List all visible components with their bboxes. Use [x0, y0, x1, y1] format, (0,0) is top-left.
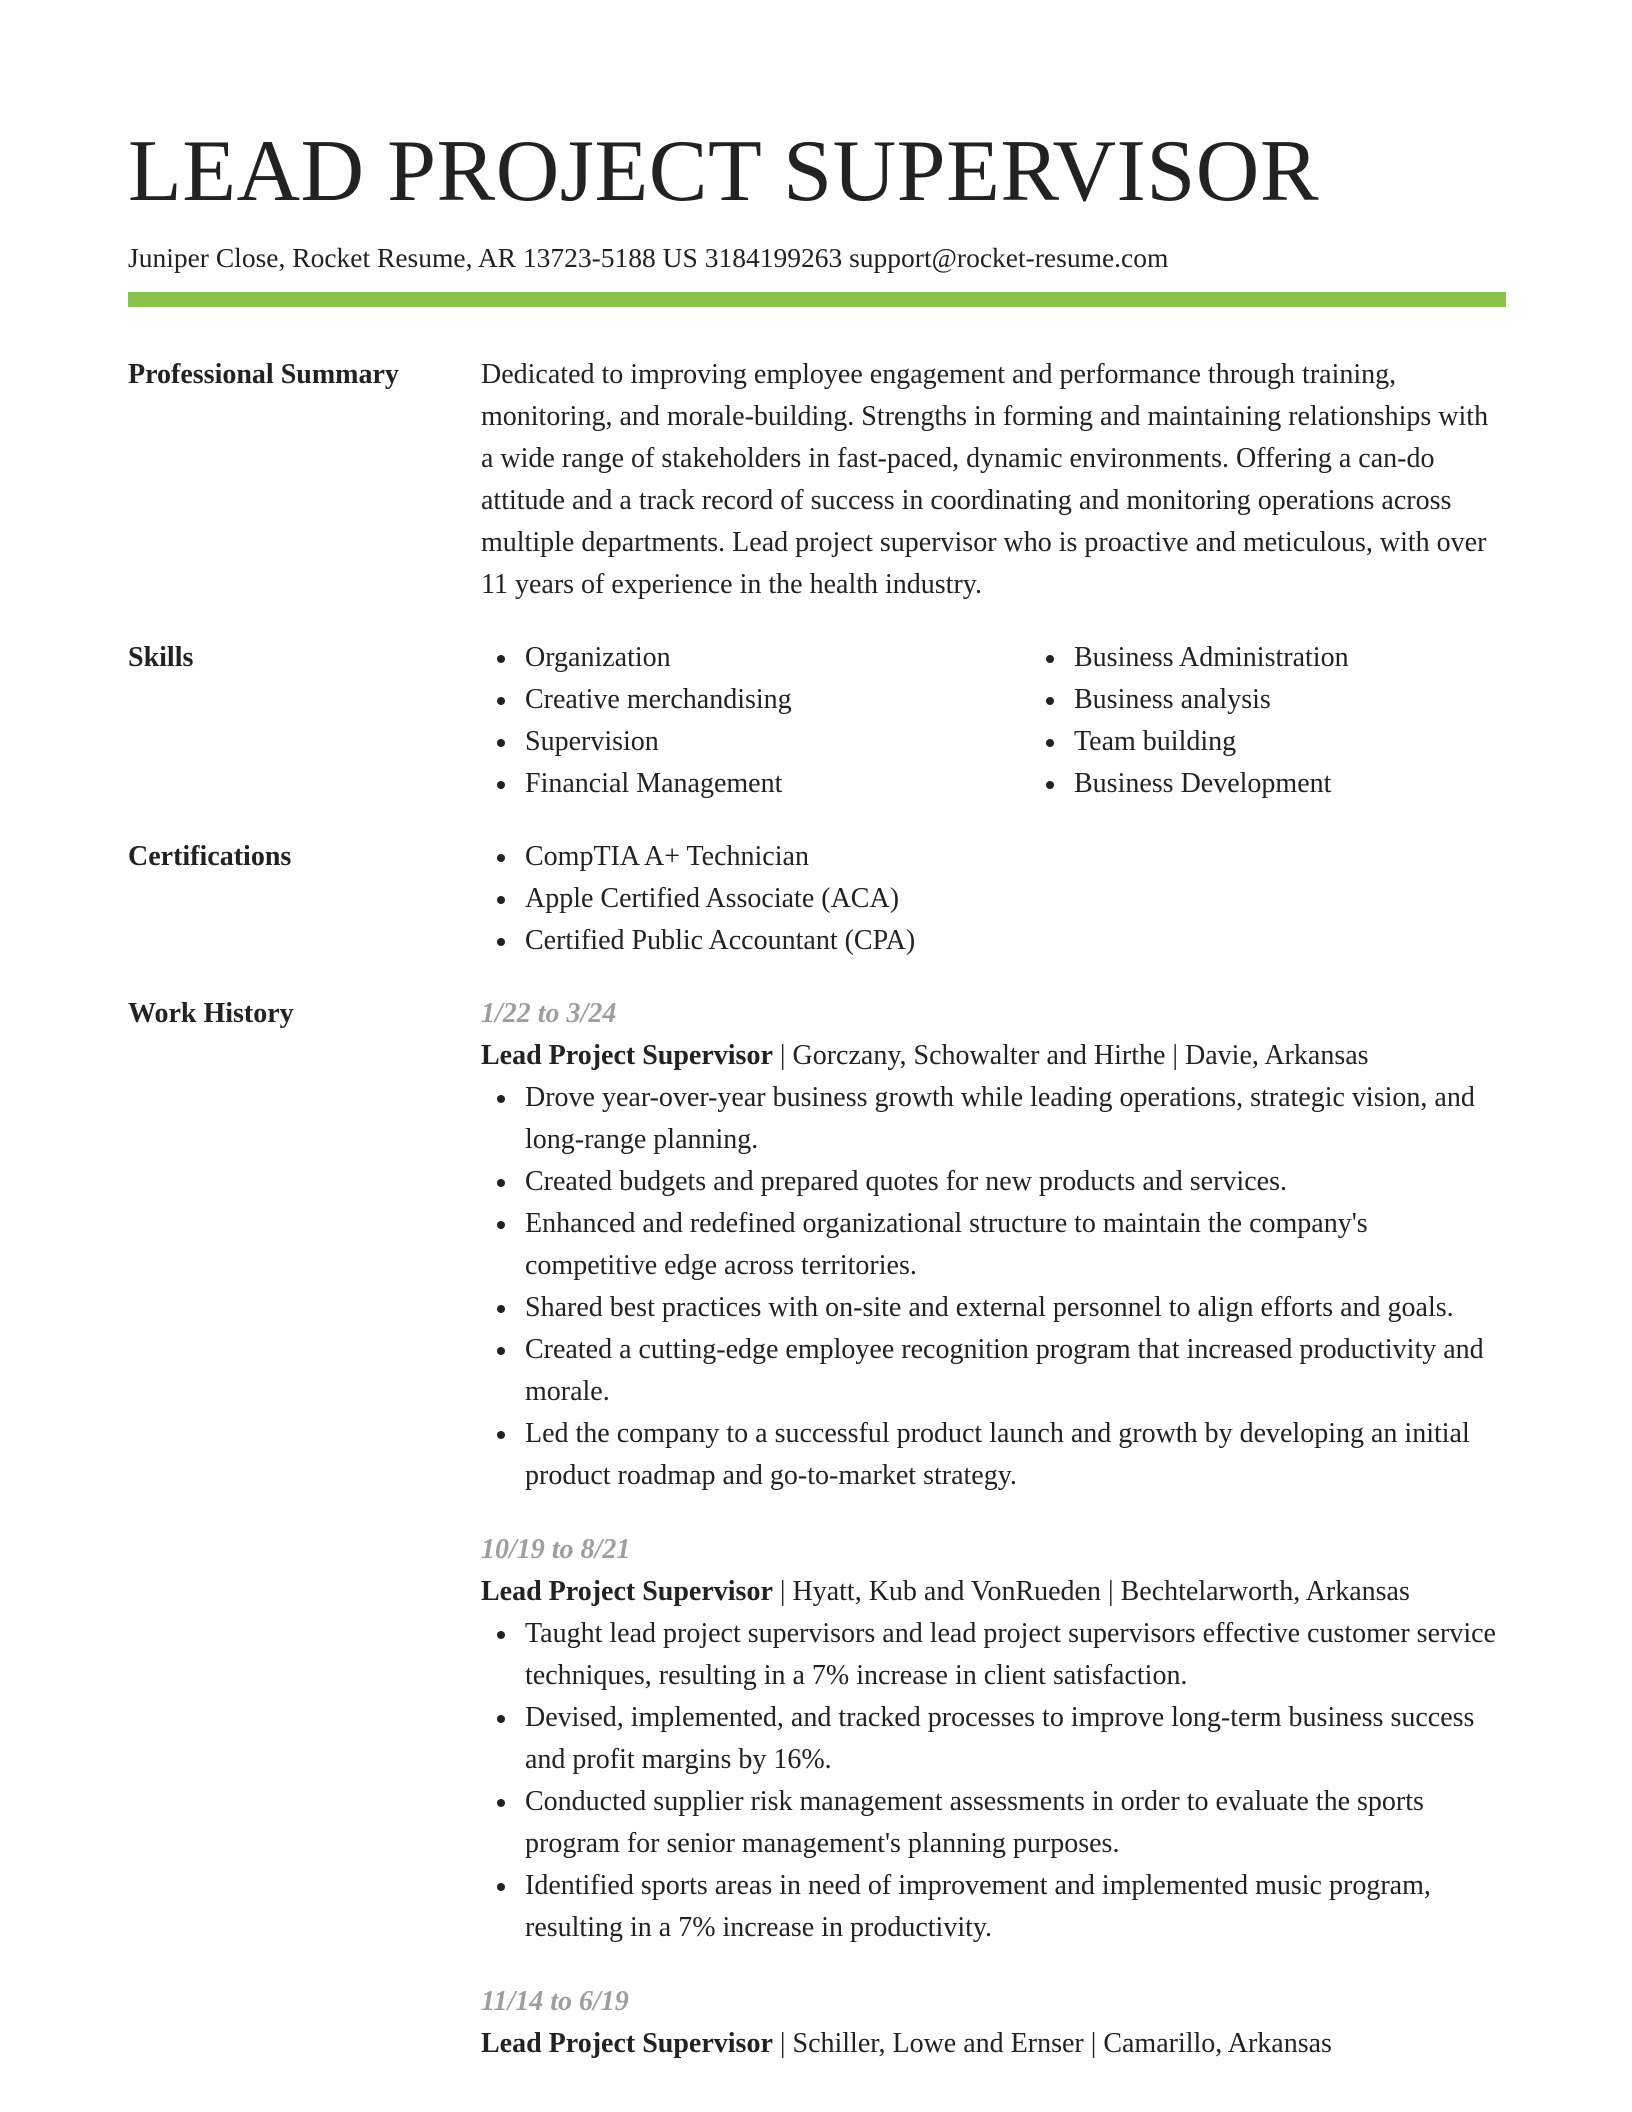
skill-item: Business Administration [1074, 637, 1579, 679]
job-dates: 11/14 to 6/19 [481, 1986, 629, 2017]
skill-item: Business analysis [1074, 679, 1579, 721]
resume-page [128, 0, 1506, 2065]
job-title: Lead Project Supervisor [481, 1576, 773, 1607]
certification-item: CompTIA A+ Technician [525, 836, 1506, 878]
job-bullet: Taught lead project supervisors and lead project supervisors effective customer service techniques, resulting in a 7% increase in client satisfaction. [525, 1613, 1506, 1697]
job-bullet: Conducted supplier risk management assessments in order to evaluate the sports program for senior management's planning purposes. [525, 1781, 1506, 1865]
certification-item: Apple Certified Associate (ACA) [525, 878, 1506, 920]
summary-section [128, 354, 1506, 606]
job-bullet: Created budgets and prepared quotes for new products and services. [525, 1161, 1506, 1203]
summary-content [481, 354, 1506, 606]
job-bullet: Shared best practices with on-site and external personnel to align efforts and goals. [525, 1287, 1506, 1329]
job-dates: 10/19 to 8/21 [481, 1534, 631, 1565]
certifications-content [481, 836, 1506, 962]
skill-item: Supervision [525, 721, 1030, 763]
job-title-line [481, 1571, 1506, 1613]
skill-item: Creative merchandising [525, 679, 1030, 721]
job-details: | Hyatt, Kub and VonRueden | Bechtelarworth, Arkansas [772, 1576, 1410, 1607]
job-bullets [481, 1613, 1506, 1949]
certifications-section [128, 836, 1506, 962]
work-history-content [481, 993, 1506, 2065]
accent-divider [128, 292, 1506, 307]
skill-item: Organization [525, 637, 1030, 679]
skill-item: Team building [1074, 721, 1579, 763]
skills-label: Skills [128, 642, 194, 673]
job-bullet: Identified sports areas in need of improvement and implemented music program, resulting in a 7% increase in productivity. [525, 1865, 1506, 1949]
skills-list-col1 [481, 637, 1030, 805]
certifications-list [481, 836, 1506, 962]
job-details: | Gorczany, Schowalter and Hirthe | Davie, Arkansas [772, 1040, 1369, 1071]
job-bullet: Created a cutting-edge employee recognition program that increased productivity and morale. [525, 1329, 1506, 1413]
job-bullet: Enhanced and redefined organizational structure to maintain the company's competitive edge across territories. [525, 1203, 1506, 1287]
job-title: Lead Project Supervisor [481, 1040, 773, 1071]
job-details: | Schiller, Lowe and Ernser | Camarillo, Arkansas [772, 2028, 1332, 2059]
skills-list-col2 [1030, 637, 1579, 805]
job-bullet: Devised, implemented, and tracked processes to improve long-term business success and profit margins by 16%. [525, 1697, 1506, 1781]
work-history-label: Work History [128, 998, 294, 1029]
job-entry [481, 1981, 1506, 2065]
summary-text: Dedicated to improving employee engagement and performance through training, monitoring, and morale-building. Strengths in forming and maintaining relationships with a wide range of stakeholders in fast-paced, dynamic environments. Offering a can-do attitude and a track record of success in coordinating and monitoring operations across multiple departments. Lead project supervisor who is proactive and meticulous, with over 11 years of experience in the health industry. [481, 359, 1489, 600]
skill-item: Business Development [1074, 763, 1579, 805]
job-dates: 1/22 to 3/24 [481, 998, 617, 1029]
job-bullets [481, 1077, 1506, 1497]
certifications-label: Certifications [128, 841, 292, 872]
job-title: Lead Project Supervisor [481, 2028, 773, 2059]
job-bullet: Drove year-over-year business growth while leading operations, strategic vision, and long-range planning. [525, 1077, 1506, 1161]
job-title-line [481, 2023, 1506, 2065]
summary-label: Professional Summary [128, 359, 399, 390]
skill-item: Financial Management [525, 763, 1030, 805]
job-entry [481, 1529, 1506, 1949]
contact-line: Juniper Close, Rocket Resume, AR 13723-5188 US 3184199263 support@rocket-resume.com [128, 242, 1169, 273]
skills-content [481, 637, 1579, 805]
job-title-line [481, 1035, 1506, 1077]
resume-name: LEAD PROJECT SUPERVISOR [128, 123, 1320, 220]
job-entry [481, 993, 1506, 1497]
certification-item: Certified Public Accountant (CPA) [525, 920, 1506, 962]
job-bullet: Led the company to a successful product launch and growth by developing an initial product roadmap and go-to-market strategy. [525, 1413, 1506, 1497]
work-history-section [128, 993, 1506, 2065]
skills-section [128, 637, 1506, 805]
